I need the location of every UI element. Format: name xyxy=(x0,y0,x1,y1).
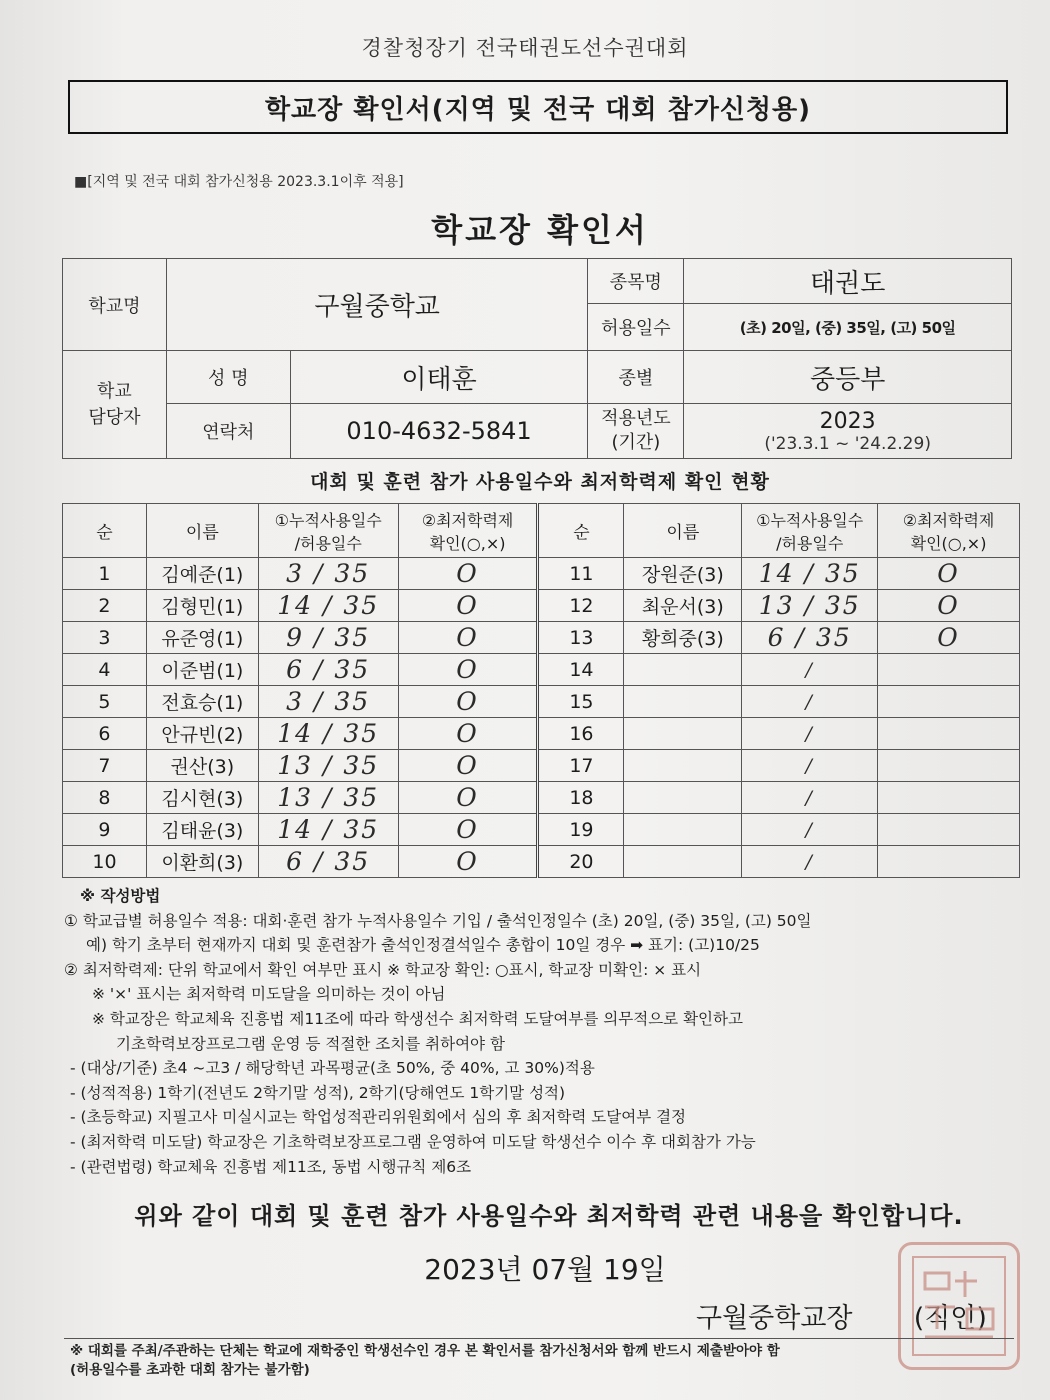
row-number: 11 xyxy=(538,558,624,590)
student-name: 황희중(3) xyxy=(624,622,742,654)
table-row xyxy=(63,814,1020,846)
manager-name: 이태훈 xyxy=(290,351,588,404)
row-number: 14 xyxy=(538,654,624,686)
col-no-right: 순 xyxy=(538,504,624,558)
row-number: 17 xyxy=(538,750,624,782)
row-number: 8 xyxy=(63,782,147,814)
min-academic-check: O xyxy=(398,622,538,654)
used-days: 6 / 35 xyxy=(258,654,398,686)
seal-mark: (직인) xyxy=(913,1303,987,1334)
table-row xyxy=(63,750,1020,782)
used-days: 6 / 35 xyxy=(258,846,398,878)
row-number: 20 xyxy=(538,846,624,878)
min-academic-check xyxy=(878,718,1020,750)
student-name xyxy=(624,782,742,814)
student-name: 전효승(1) xyxy=(146,686,258,718)
min-academic-check xyxy=(878,814,1020,846)
col-check-right: ②최저학력제 확인(○,×) xyxy=(878,504,1020,558)
min-academic-check: O xyxy=(878,590,1020,622)
min-academic-check xyxy=(878,654,1020,686)
manager-label: 학교 담당자 xyxy=(63,351,167,459)
student-name: 김태윤(3) xyxy=(146,814,258,846)
name-label: 성 명 xyxy=(166,351,290,404)
used-days: / xyxy=(742,846,878,878)
instruction-line: ※ '×' 표시는 최저학력 미도달을 의미하는 것이 아님 xyxy=(92,985,446,1004)
min-academic-check: O xyxy=(398,654,538,686)
student-name: 장원준(3) xyxy=(624,558,742,590)
allowed-days-label: 허용일수 xyxy=(588,304,684,351)
instruction-line: 기초학력보장프로그램 운영 등 적절한 조치를 취하여야 함 xyxy=(116,1034,505,1053)
school-info-table xyxy=(62,258,1012,459)
row-number: 3 xyxy=(63,622,147,654)
status-title: 대회 및 훈련 참가 사용일수와 최저학력제 확인 현황 xyxy=(310,471,770,493)
form-title: 학교장 확인서(지역 및 전국 대회 참가신청용) xyxy=(264,94,812,125)
student-name: 안규빈(2) xyxy=(146,718,258,750)
row-number: 10 xyxy=(63,846,147,878)
instruction-line: - (최저학력 미도달) 학교장은 기초학력보장프로그램 운영하여 미도달 학생선수 이수 후 대회참가 가능 xyxy=(70,1132,756,1151)
student-name: 김예준(1) xyxy=(146,558,258,590)
row-number: 13 xyxy=(538,622,624,654)
event-title: 경찰청장기 전국태권도선수권대회 xyxy=(361,36,689,60)
col-no-left: 순 xyxy=(63,504,147,558)
row-number: 6 xyxy=(63,718,147,750)
status-table-body xyxy=(63,558,1020,878)
contact-value: 010-4632-5841 xyxy=(290,404,588,459)
student-name xyxy=(624,686,742,718)
main-title: 학교장 확인서 xyxy=(431,211,649,249)
table-row xyxy=(63,558,1020,590)
min-academic-check: O xyxy=(398,590,538,622)
row-number: 4 xyxy=(63,654,147,686)
student-name: 김시현(3) xyxy=(146,782,258,814)
issue-date: 2023년 07월 19일 xyxy=(424,1253,666,1286)
instruction-line: - (대상/기준) 초4 ~고3 / 해당학년 과목평균(초 50%, 중 40%, 고 30%)적용 xyxy=(70,1059,595,1078)
instructions xyxy=(64,884,1024,1179)
col-name-left: 이름 xyxy=(146,504,258,558)
min-academic-check: O xyxy=(878,622,1020,654)
student-name xyxy=(624,814,742,846)
used-days: / xyxy=(742,814,878,846)
used-days: 14 / 35 xyxy=(742,558,878,590)
student-name: 최운서(3) xyxy=(624,590,742,622)
school-name: 구월중학교 xyxy=(166,259,588,351)
used-days: 3 / 35 xyxy=(258,558,398,590)
instruction-line: ① 학교급별 허용일수 적용: 대회·훈련 참가 누적사용일수 기입 / 출석인정일수 (초) 20일, (중) 35일, (고) 50일 xyxy=(64,911,812,930)
row-number: 7 xyxy=(63,750,147,782)
min-academic-check: O xyxy=(398,814,538,846)
col-days-right: ①누적사용일수 /허용일수 xyxy=(742,504,878,558)
sport-value: 태권도 xyxy=(684,259,1012,304)
confirmation-statement: 위와 같이 대회 및 훈련 참가 사용일수와 최저학력 관련 내용을 확인합니다. xyxy=(134,1202,964,1230)
min-academic-check: O xyxy=(398,686,538,718)
table-row xyxy=(63,782,1020,814)
table-row xyxy=(63,622,1020,654)
min-academic-check: O xyxy=(398,782,538,814)
student-name: 권산(3) xyxy=(146,750,258,782)
min-academic-check: O xyxy=(398,558,538,590)
student-name xyxy=(624,846,742,878)
year-cell xyxy=(684,404,1012,459)
col-check-left: ②최저학력제 확인(○,×) xyxy=(398,504,538,558)
status-table xyxy=(62,503,1020,878)
table-row xyxy=(63,718,1020,750)
principal-title: 구월중학교장 xyxy=(696,1303,853,1334)
instruction-line: ② 최저학력제: 단위 학교에서 확인 여부만 표시 ※ 학교장 확인: ○표시, 학교장 미확인: × 표시 xyxy=(64,960,702,979)
seal-glyph-icon xyxy=(907,1251,1011,1361)
footer-line-2: (허용일수를 초과한 대회 참가는 불가함) xyxy=(70,1362,310,1378)
min-academic-check: O xyxy=(398,846,538,878)
instruction-line: 예) 학기 초부터 현재까지 대회 및 훈련참가 출석인정결석일수 총합이 10일 경우 ➡ 표기: (고)10/25 xyxy=(86,936,760,955)
period-value: ('23.3.1 ~ '24.2.29) xyxy=(764,433,931,454)
min-academic-check xyxy=(878,686,1020,718)
student-name xyxy=(624,750,742,782)
row-number: 15 xyxy=(538,686,624,718)
used-days: / xyxy=(742,686,878,718)
student-name: 이준범(1) xyxy=(146,654,258,686)
student-name xyxy=(624,718,742,750)
student-name xyxy=(624,654,742,686)
form-title-box xyxy=(68,80,1008,134)
min-academic-check xyxy=(878,750,1020,782)
used-days: 13 / 35 xyxy=(258,782,398,814)
used-days: 13 / 35 xyxy=(258,750,398,782)
table-row xyxy=(63,654,1020,686)
contact-label: 연락처 xyxy=(166,404,290,459)
row-number: 2 xyxy=(63,590,147,622)
table-row xyxy=(63,590,1020,622)
category-label: 종별 xyxy=(588,351,684,404)
used-days: 14 / 35 xyxy=(258,590,398,622)
sport-label: 종목명 xyxy=(588,259,684,304)
row-number: 9 xyxy=(63,814,147,846)
used-days: 14 / 35 xyxy=(258,718,398,750)
col-days-left: ①누적사용일수 /허용일수 xyxy=(258,504,398,558)
used-days: 6 / 35 xyxy=(742,622,878,654)
used-days: / xyxy=(742,654,878,686)
row-number: 16 xyxy=(538,718,624,750)
used-days: 14 / 35 xyxy=(258,814,398,846)
year-label: 적용년도 (기간) xyxy=(588,404,684,459)
instruction-line: ※ 작성방법 xyxy=(80,887,161,905)
instruction-line: ※ 학교장은 학교체육 진흥법 제11조에 따라 학생선수 최저학력 도달여부를 의무적으로 확인하고 xyxy=(92,1009,743,1028)
row-number: 18 xyxy=(538,782,624,814)
official-seal-stamp xyxy=(898,1242,1020,1370)
row-number: 1 xyxy=(63,558,147,590)
footer-divider xyxy=(64,1338,1014,1339)
student-name: 유준영(1) xyxy=(146,622,258,654)
table-row xyxy=(63,686,1020,718)
used-days: / xyxy=(742,750,878,782)
school-label: 학교명 xyxy=(63,259,167,351)
col-name-right: 이름 xyxy=(624,504,742,558)
min-academic-check: O xyxy=(878,558,1020,590)
used-days: 9 / 35 xyxy=(258,622,398,654)
min-academic-check xyxy=(878,846,1020,878)
instruction-line: - (초등학교) 지필고사 미실시교는 학업성적관리위원회에서 심의 후 최저학력 도달여부 결정 xyxy=(70,1108,687,1127)
min-academic-check xyxy=(878,782,1020,814)
row-number: 12 xyxy=(538,590,624,622)
applicability-note: ■[지역 및 전국 대회 참가신청용 2023.3.1이후 적용] xyxy=(74,174,404,190)
used-days: / xyxy=(742,782,878,814)
instruction-line: - (관련법령) 학교체육 진흥법 제11조, 동법 시행규칙 제6조 xyxy=(70,1157,472,1176)
year-value: 2023 xyxy=(819,408,876,434)
min-academic-check: O xyxy=(398,718,538,750)
used-days: / xyxy=(742,718,878,750)
footer-line-1: ※ 대회를 주최/주관하는 단체는 학교에 재학중인 학생선수인 경우 본 확인서를 참가신청서와 함께 반드시 제출받아야 함 xyxy=(70,1343,780,1359)
category-value: 중등부 xyxy=(684,351,1012,404)
footer-note xyxy=(70,1342,780,1380)
used-days: 3 / 35 xyxy=(258,686,398,718)
student-name: 김형민(1) xyxy=(146,590,258,622)
used-days: 13 / 35 xyxy=(742,590,878,622)
table-row xyxy=(63,846,1020,878)
student-name: 이환희(3) xyxy=(146,846,258,878)
min-academic-check: O xyxy=(398,750,538,782)
row-number: 5 xyxy=(63,686,147,718)
instruction-line: - (성적적용) 1학기(전년도 2학기말 성적), 2학기(당해연도 1학기말 성적) xyxy=(70,1083,566,1102)
row-number: 19 xyxy=(538,814,624,846)
allowed-days-value: (초) 20일, (중) 35일, (고) 50일 xyxy=(684,304,1012,351)
